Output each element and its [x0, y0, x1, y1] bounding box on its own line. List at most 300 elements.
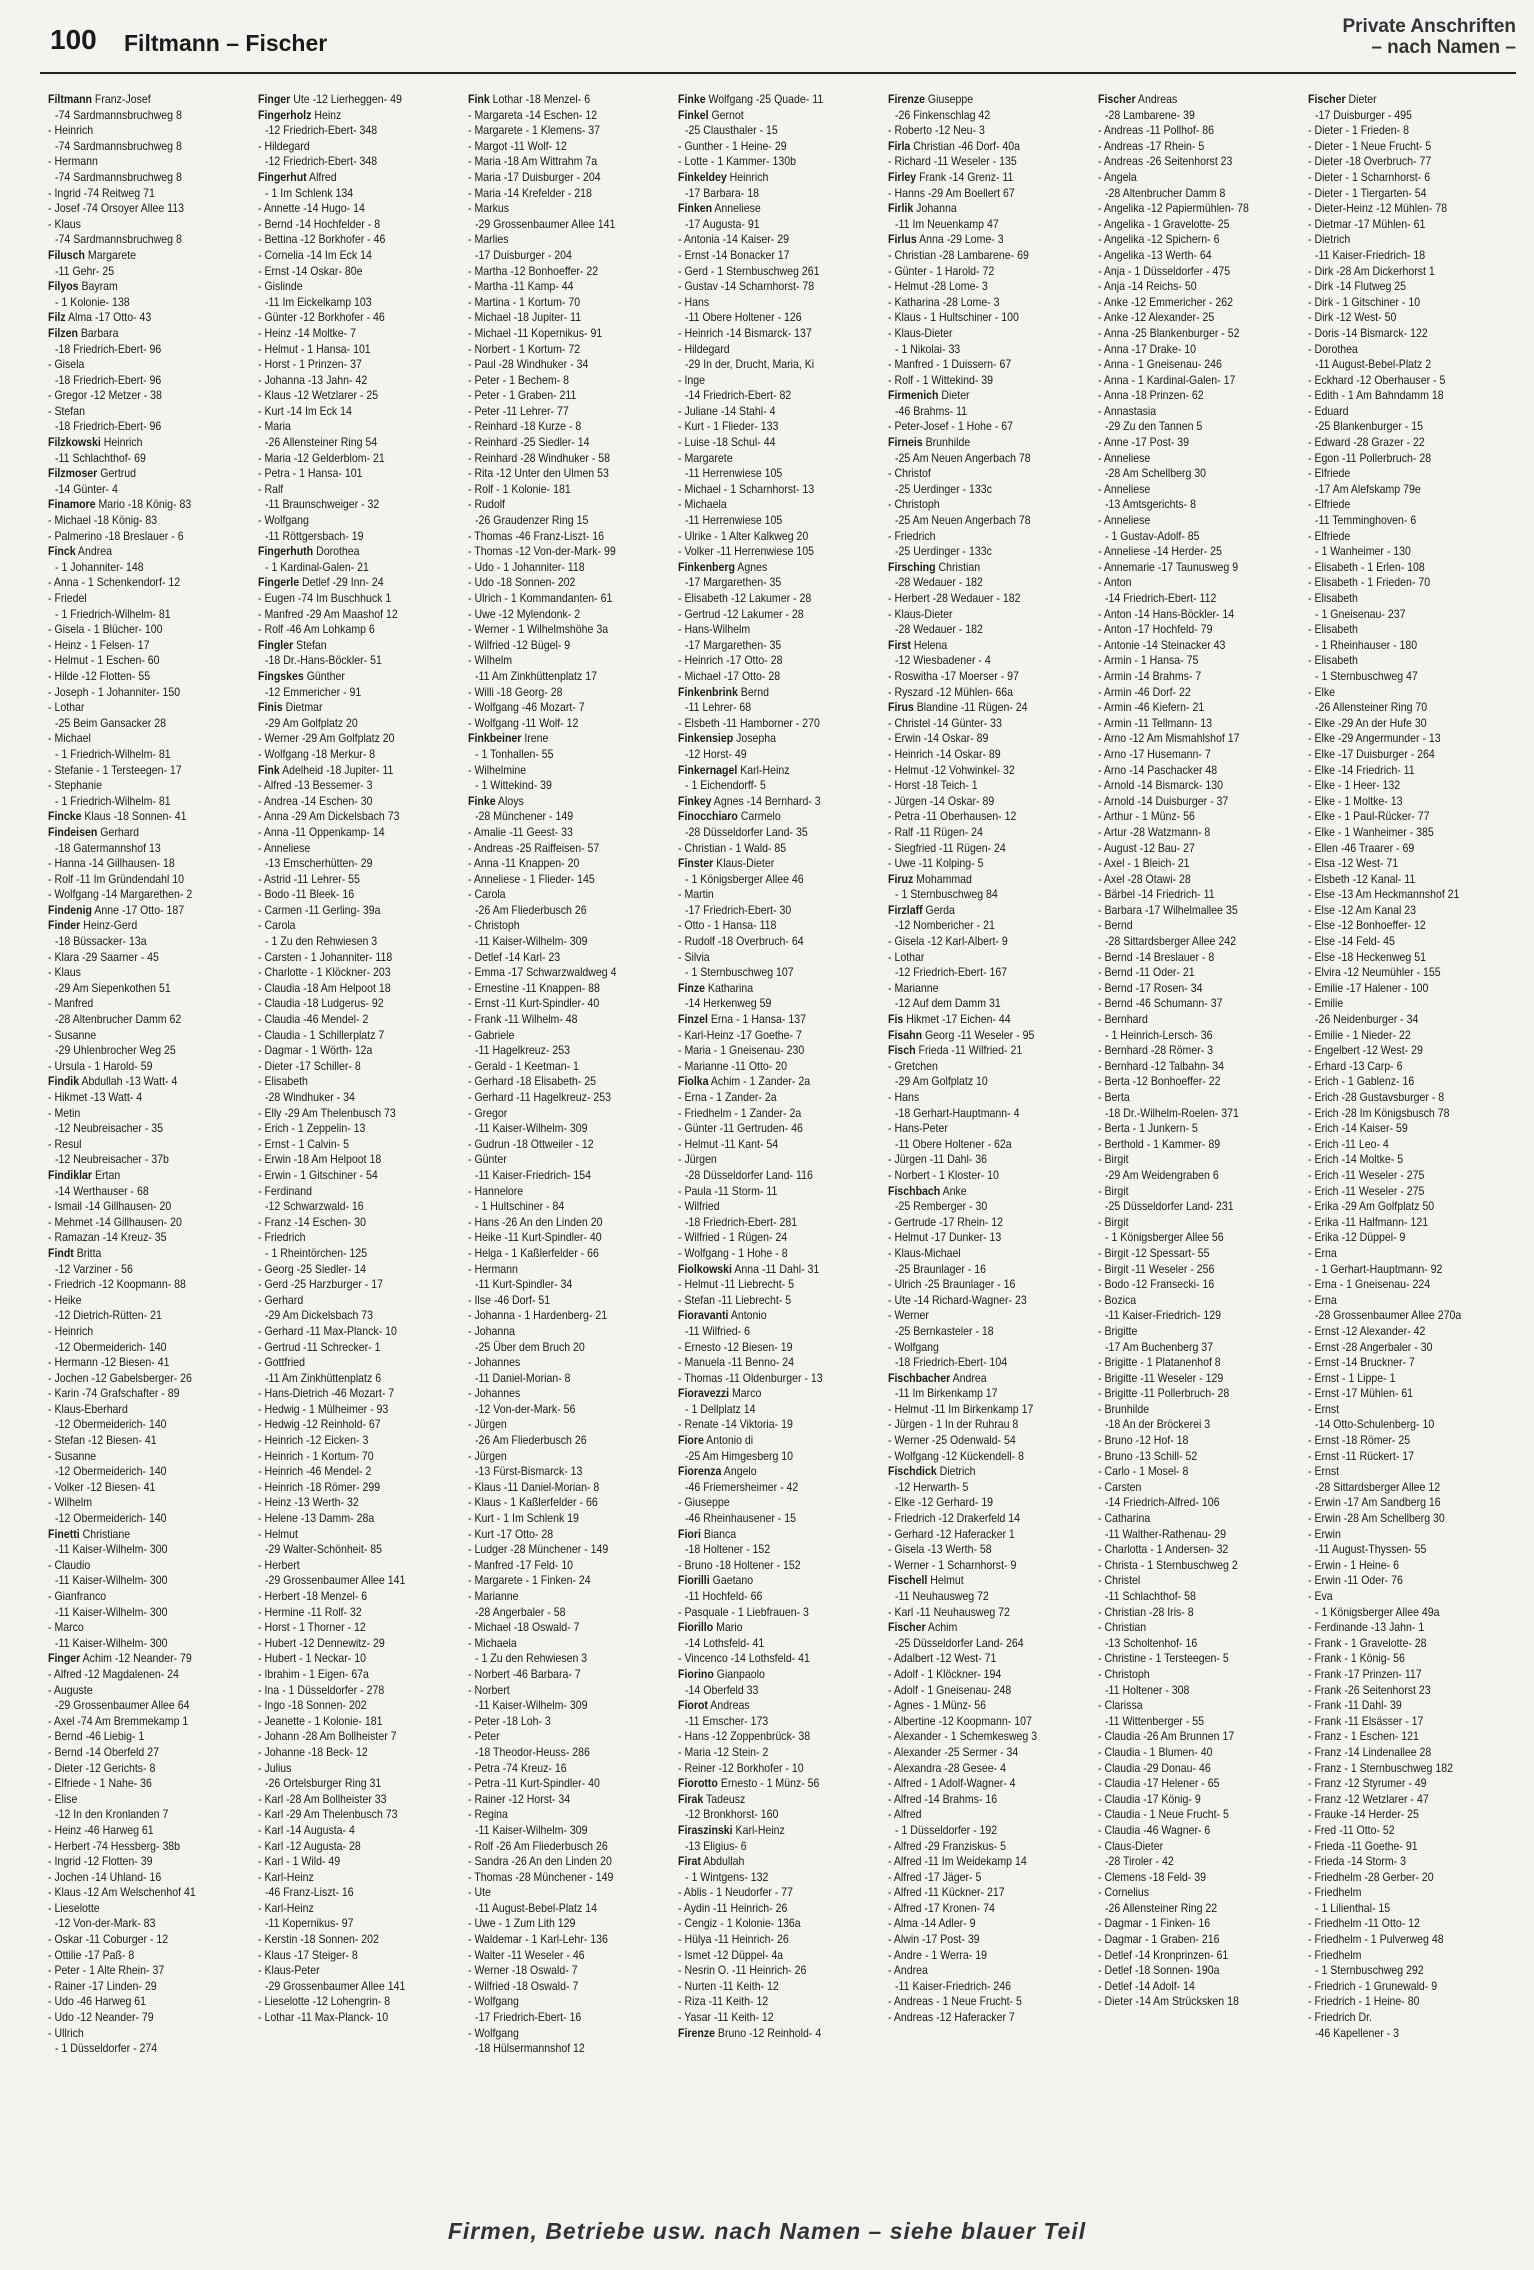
entry-text: - Walter -11 Weseler - 46: [468, 1947, 585, 1962]
entry-text: - Gertrud -12 Lakumer - 28: [678, 606, 804, 621]
entry-text: - Ina - 1 Düsseldorfer - 278: [258, 1682, 385, 1697]
listing-entry: [678, 2010, 854, 2026]
listing-entry: [678, 1355, 854, 1371]
listing-entry: [1308, 1402, 1484, 1418]
listing-entry: [468, 1340, 644, 1356]
surname-entry: [888, 201, 1064, 217]
entry-text: - Carmen -11 Gerling- 39a: [258, 902, 381, 917]
entry-text: - Dietrich: [1308, 232, 1351, 247]
entry-text: -13 Amtsgerichts- 8: [1105, 497, 1197, 512]
listing-entry: [468, 1324, 644, 1340]
listing-entry: [888, 1729, 1064, 1745]
listing-entry: [888, 622, 1064, 638]
listing-entry: [1098, 1605, 1274, 1621]
listing-entry: [258, 248, 434, 264]
listing-entry: [48, 186, 224, 202]
entry-text: - Klaus-Michael: [888, 1245, 961, 1260]
listing-entry: [1098, 731, 1274, 747]
listing-entry: [48, 2010, 224, 2026]
entry-text: - Claudia -46 Mendel- 2: [258, 1012, 369, 1027]
entry-text: - Andreas -25 Raiffeisen- 57: [468, 840, 600, 855]
entry-text: - Georg -25 Siedler- 14: [258, 1261, 367, 1276]
entry-text: -13 Emscherhütten- 29: [265, 856, 373, 871]
entry-text: - Claudia -18 Ludgerus- 92: [258, 996, 384, 1011]
entry-text: - Dieter -12 Gerichts- 8: [48, 1760, 156, 1775]
listing-entry: [468, 1402, 644, 1418]
listing-entry: [48, 2026, 224, 2042]
listing-entry: [1098, 591, 1274, 607]
entry-text: - Riza -11 Keith- 12: [678, 1994, 769, 2009]
entry-text: - Peter - 1 Graben- 211: [468, 388, 577, 403]
listing-entry: [468, 1979, 644, 1995]
listing-entry: [48, 1324, 224, 1340]
entry-text: - Werner -29 Am Golfplatz 20: [258, 731, 395, 746]
listing-entry: [468, 1573, 644, 1589]
entry-text: - Kurt - 1 Im Schlenk 19: [468, 1511, 579, 1526]
listing-entry: [678, 1293, 854, 1309]
entry-text: - Friedhelm -11 Otto- 12: [1308, 1916, 1420, 1931]
entry-text: - Bernhard -28 Römer- 3: [1098, 1043, 1214, 1058]
surname: Fincke: [48, 809, 82, 824]
listing-entry: [1308, 1620, 1484, 1636]
listing-entry: [678, 1340, 854, 1356]
listing-entry: [258, 1090, 434, 1106]
entry-text: Katharina: [704, 980, 754, 995]
entry-text: - Hanns -29 Am Boellert 67: [888, 185, 1015, 200]
entry-text: - Marianne -11 Otto- 20: [678, 1058, 787, 1073]
entry-text: - Elsbeth -11 Hamborner - 270: [678, 715, 820, 730]
listing-entry: [1098, 887, 1274, 903]
entry-text: - Gerhard -12 Haferacker 1: [888, 1526, 1015, 1541]
entry-text: Franz-Josef: [92, 92, 151, 106]
listing-entry: [1098, 1230, 1274, 1246]
entry-text: - Petra -11 Kurt-Spindler- 40: [468, 1776, 600, 1791]
listing-entry: [1308, 685, 1484, 701]
entry-text: - Maria -17 Duisburger - 204: [468, 169, 601, 184]
listing-entry: [258, 1667, 434, 1683]
listing-entry: [468, 934, 644, 950]
entry-text: -11 Gehr- 25: [55, 263, 115, 278]
listing-entry: [258, 264, 434, 280]
entry-text: -25 Düsseldorfer Land- 264: [895, 1635, 1024, 1650]
listing-entry: [678, 700, 854, 716]
listing-entry: [468, 622, 644, 638]
entry-text: - Kurt - 1 Flieder- 133: [678, 419, 779, 434]
entry-text: - 1 Rheintörchen- 125: [265, 1245, 368, 1260]
listing-entry: [1308, 1916, 1484, 1932]
entry-text: -28 Wedauer - 182: [895, 622, 983, 637]
listing-entry: [1308, 1449, 1484, 1465]
entry-text: - Volker -12 Biesen- 41: [48, 1479, 156, 1494]
listing-entry: [48, 139, 224, 155]
entry-text: -29 Am Siepenkothen 51: [55, 980, 171, 995]
entry-text: - Brigitte: [1098, 1323, 1138, 1338]
listing-entry: [1098, 1340, 1274, 1356]
entry-text: - Karl-Heinz: [258, 1869, 314, 1884]
surname: Fiorotto: [678, 1776, 718, 1791]
entry-text: -11 Lehrer- 68: [685, 700, 752, 715]
listing-entry: [258, 1371, 434, 1387]
surname-entry: [678, 1823, 854, 1839]
surname: Firat: [678, 1854, 701, 1869]
entry-text: - Klaus -12 Wetzlarer - 25: [258, 388, 379, 403]
entry-text: - Günter -12 Borkhofer - 46: [258, 310, 385, 325]
listing-entry: [1098, 1402, 1274, 1418]
listing-entry: [1308, 1792, 1484, 1808]
entry-text: Lothar -18 Menzel- 6: [489, 92, 591, 106]
entry-text: - Armin -46 Kiefern- 21: [1098, 700, 1205, 715]
listing-entry: [1098, 856, 1274, 872]
listing-entry: [1308, 1059, 1484, 1075]
entry-text: - Dorothea: [1308, 341, 1358, 356]
surname-entry: [48, 1246, 224, 1262]
listing-entry: [1098, 1636, 1274, 1652]
entry-text: - 1 Gustav-Adolf- 85: [1105, 528, 1200, 543]
listing-entry: [1308, 903, 1484, 919]
surname: Firlus: [888, 232, 917, 247]
surname: Finis: [258, 700, 283, 715]
entry-text: - Christian -28 Iris- 8: [1098, 1604, 1194, 1619]
surname: Firenze: [678, 2025, 715, 2040]
entry-text: - Erna: [1308, 1292, 1337, 1307]
listing-entry: [468, 466, 644, 482]
listing-entry: [48, 1667, 224, 1683]
entry-text: - Johanna: [468, 1323, 515, 1338]
entry-text: - Eckhard -12 Oberhauser - 5: [1308, 372, 1446, 387]
listing-entry: [1098, 1745, 1274, 1761]
entry-text: - Erich -28 Gustavsburger - 8: [1308, 1090, 1445, 1104]
entry-text: - Andreas -12 Haferacker 7: [888, 2010, 1015, 2025]
entry-text: - Cornelia -14 Im Eck 14: [258, 247, 372, 262]
entry-text: -29 Grossenbaumer Allee 141: [475, 216, 616, 231]
listing-entry: [678, 1932, 854, 1948]
listing-entry: [1098, 217, 1274, 233]
listing-entry: [258, 373, 434, 389]
entry-text: -26 Allensteiner Ring 54: [265, 435, 378, 450]
entry-text: - Joseph - 1 Johanniter- 150: [48, 684, 181, 699]
surname: Finger: [258, 92, 291, 106]
entry-text: - Michael -11 Kopernikus- 91: [468, 325, 603, 340]
surname-entry: [888, 872, 1064, 888]
entry-text: - Angelika - 1 Gravelotte- 25: [1098, 216, 1230, 231]
listing-entry: [48, 123, 224, 139]
surname-entry: [888, 1012, 1064, 1028]
entry-text: - Helmut -28 Lome- 3: [888, 279, 988, 294]
entry-text: - Martha -12 Bonhoeffer- 22: [468, 263, 599, 278]
listing-entry: [258, 1246, 434, 1262]
listing-entry: [1308, 1558, 1484, 1574]
entry-text: - Helmut: [258, 1526, 298, 1541]
listing-entry: [258, 451, 434, 467]
entry-text: - Klaus: [48, 965, 81, 980]
surname: Finkernagel: [678, 762, 738, 777]
entry-text: - Brigitte -11 Pollerbruch- 28: [1098, 1386, 1230, 1401]
entry-text: - Else -12 Am Kanal 23: [1308, 902, 1417, 917]
listing-entry: [468, 653, 644, 669]
listing-entry: [678, 482, 854, 498]
listing-entry: [1308, 1761, 1484, 1777]
entry-text: - Eduard: [1308, 403, 1349, 418]
entry-text: - Claudia - 1 Blumen- 40: [1098, 1744, 1213, 1759]
listing-entry: [1098, 108, 1274, 124]
listing-entry: [468, 108, 644, 124]
entry-text: - Norbert - 1 Kortum- 72: [468, 341, 581, 356]
entry-text: - Bruno -13 Schill- 52: [1098, 1448, 1198, 1463]
listing-entry: [888, 1090, 1064, 1106]
listing-entry: [468, 1152, 644, 1168]
surname-entry: [678, 170, 854, 186]
entry-text: -46 Brahms- 11: [895, 403, 968, 418]
listing-entry: [678, 1714, 854, 1730]
listing-entry: [1308, 1714, 1484, 1730]
entry-text: - Klaus: [48, 216, 81, 231]
listing-entry: [1308, 186, 1484, 202]
entry-text: - Dieter - 1 Neue Frucht- 5: [1308, 138, 1432, 153]
entry-text: - Peter -11 Lehrer- 77: [468, 403, 569, 418]
entry-text: -11 Am Zinkhüttenplatz 17: [475, 668, 597, 683]
listing-entry: [888, 965, 1064, 981]
surname: Fingerhut: [258, 169, 307, 184]
listing-entry: [48, 685, 224, 701]
listing-entry: [678, 1215, 854, 1231]
listing-entry: [48, 1916, 224, 1932]
entry-text: Dietmar: [282, 700, 323, 715]
listing-entry: [48, 1807, 224, 1823]
listing-entry: [48, 1106, 224, 1122]
entry-text: -11 Emscher- 173: [685, 1713, 769, 1728]
entry-text: - Wilfried -12 Bügel- 9: [468, 637, 571, 652]
listing-entry: [888, 419, 1064, 435]
listing-entry: [1308, 1090, 1484, 1106]
entry-text: - Heinrich -14 Bismarck- 137: [678, 325, 812, 340]
entry-text: - Arno -14 Paschacker 48: [1098, 762, 1218, 777]
entry-text: - Bruno -12 Hof- 18: [1098, 1433, 1189, 1448]
listing-entry: [468, 1994, 644, 2010]
listing-entry: [1308, 466, 1484, 482]
entry-text: Andrea: [950, 1370, 987, 1385]
listing-entry: [1308, 342, 1484, 358]
listing-entry: [678, 887, 854, 903]
entry-text: - Werner -18 Oswald- 7: [468, 1963, 578, 1978]
entry-text: - Rudolf -18 Overbruch- 64: [678, 934, 804, 949]
listing-entry: [468, 1667, 644, 1683]
entry-text: - Pasquale - 1 Liebfrauen- 3: [678, 1604, 809, 1619]
listing-entry: [678, 1729, 854, 1745]
listing-entry: [888, 1667, 1064, 1683]
surname-entry: [48, 92, 224, 108]
entry-text: - Friedrich: [258, 1230, 306, 1245]
listing-entry: [888, 1807, 1064, 1823]
entry-text: Giuseppe: [924, 92, 974, 106]
entry-text: - Helene -13 Damm- 28a: [258, 1511, 375, 1526]
entry-text: Dieter: [1345, 92, 1377, 106]
entry-text: - Dagmar - 1 Wörth- 12a: [258, 1043, 373, 1058]
entry-text: - Ablis - 1 Neudorfer - 77: [678, 1885, 794, 1900]
listing-entry: [888, 996, 1064, 1012]
entry-text: - Alexander - 1 Schemkesweg 3: [888, 1729, 1038, 1744]
listing-entry: [48, 591, 224, 607]
surname-entry: [48, 435, 224, 451]
entry-text: - Claudia - 1 Neue Frucht- 5: [1098, 1807, 1229, 1822]
entry-text: - Erwin -28 Am Schellberg 30: [1308, 1511, 1445, 1526]
listing-entry: [258, 154, 434, 170]
listing-entry: [1308, 1433, 1484, 1449]
entry-text: - Erwin - 1 Heine- 6: [1308, 1557, 1399, 1572]
listing-entry: [48, 1605, 224, 1621]
listing-entry: [1098, 326, 1274, 342]
listing-entry: [468, 279, 644, 295]
entry-text: Gerda: [922, 902, 955, 917]
entry-text: -11 Obere Holtener - 62a: [895, 1136, 1012, 1151]
listing-entry: [468, 607, 644, 623]
listing-entry: [1308, 497, 1484, 513]
entry-text: - Anna - 1 Gneisenau- 246: [1098, 357, 1222, 372]
listing-entry: [48, 108, 224, 124]
entry-text: - Friedrich: [888, 528, 936, 543]
listing-entry: [258, 1184, 434, 1200]
listing-entry: [258, 1230, 434, 1246]
surname: Finetti: [48, 1526, 80, 1541]
surname-entry: [678, 1527, 854, 1543]
listing-entry: [468, 1870, 644, 1886]
entry-text: - Friedhelm: [1308, 1885, 1362, 1900]
listing-entry: [888, 295, 1064, 311]
surname: Findik: [48, 1074, 80, 1089]
listing-entry: [258, 232, 434, 248]
listing-entry: [468, 1308, 644, 1324]
listing-entry: [468, 1449, 644, 1465]
entry-text: -18 Gerhart-Hauptmann- 4: [895, 1105, 1020, 1120]
listing-entry: [1098, 1308, 1274, 1324]
entry-text: -29 Grossenbaumer Allee 141: [265, 1573, 406, 1588]
entry-text: Agnes: [734, 559, 768, 574]
listing-entry: [258, 529, 434, 545]
listing-entry: [1098, 310, 1274, 326]
surname-entry: [48, 1651, 224, 1667]
entry-text: - Bernd -46 Schumann- 37: [1098, 996, 1223, 1011]
listing-entry: [1098, 996, 1274, 1012]
entry-text: - Maria -18 Am Wittrahm 7a: [468, 154, 598, 169]
listing-entry: [258, 1776, 434, 1792]
entry-text: - Brunhilde: [1098, 1401, 1150, 1416]
listing-entry: [468, 1558, 644, 1574]
listing-entry: [1308, 482, 1484, 498]
listing-entry: [468, 1605, 644, 1621]
listing-entry: [1098, 575, 1274, 591]
listing-entry: [678, 513, 854, 529]
entry-text: Alfred: [306, 169, 337, 184]
section-title-line1: Private Anschriften: [1342, 16, 1516, 37]
surname: Finkeldey: [678, 169, 727, 184]
entry-text: - Charlotte - 1 Klöckner- 203: [258, 965, 391, 980]
listing-entry: [48, 872, 224, 888]
entry-text: - Gustav -14 Scharnhorst- 78: [678, 279, 815, 294]
listing-entry: [678, 435, 854, 451]
listing-entry: [1098, 1184, 1274, 1200]
entry-text: -12 Schwarzwald- 16: [265, 1199, 364, 1214]
entry-text: Aloys: [495, 793, 524, 808]
listing-entry: [678, 1371, 854, 1387]
entry-text: Anna -29 Lome- 3: [916, 232, 1004, 247]
entry-text: - Wolfgang -12 Kückendell- 8: [888, 1448, 1024, 1463]
entry-text: Anne -17 Otto- 187: [92, 902, 185, 917]
entry-text: - Adalbert -12 West- 71: [888, 1651, 997, 1666]
entry-text: - Johanne -18 Beck- 12: [258, 1744, 368, 1759]
listing-entry: [678, 404, 854, 420]
listing-entry: [678, 373, 854, 389]
entry-text: - Annemarie -17 Taunusweg 9: [1098, 559, 1239, 574]
entry-text: -18 Friedrich-Ebert- 96: [55, 419, 162, 434]
entry-text: Barbara: [77, 325, 119, 340]
entry-text: - Axel - 1 Bleich- 21: [1098, 856, 1190, 871]
listing-entry: [888, 310, 1064, 326]
entry-text: - Anton -17 Hochfeld- 79: [1098, 622, 1213, 637]
listing-entry: [888, 513, 1064, 529]
listing-entry: [1098, 1199, 1274, 1215]
entry-text: -12 Obermeiderich- 140: [55, 1417, 167, 1432]
entry-text: - Friedrich -12 Koopmann- 88: [48, 1277, 186, 1292]
listing-entry: [258, 1792, 434, 1808]
entry-text: - Bodo -12 Fransecki- 16: [1098, 1277, 1215, 1292]
entry-text: - Erika -11 Halfmann- 121: [1308, 1214, 1429, 1229]
entry-text: -11 Kaiser-Wilhelm- 309: [475, 1822, 588, 1837]
listing-entry: [1098, 1277, 1274, 1293]
listing-entry: [48, 1698, 224, 1714]
entry-text: - Margarete: [678, 450, 733, 465]
entry-text: - Norbert: [468, 1682, 510, 1697]
entry-text: - Dirk -12 West- 50: [1308, 310, 1397, 325]
entry-text: - Bernd -11 Oder- 21: [1098, 965, 1195, 980]
listing-entry: [468, 1683, 644, 1699]
entry-text: - Lothar -11 Max-Planck- 10: [258, 2010, 389, 2025]
listing-entry: [1308, 1589, 1484, 1605]
entry-text: - Frank -17 Prinzen- 117: [1308, 1666, 1422, 1681]
entry-text: Mohammad: [913, 871, 972, 886]
entry-text: - Karl - 1 Wild- 49: [258, 1854, 341, 1869]
listing-entry: [258, 1589, 434, 1605]
entry-text: - Dieter -17 Schiller- 8: [258, 1058, 361, 1073]
entry-text: - Elke: [1308, 684, 1336, 699]
listing-entry: [1098, 872, 1274, 888]
surname: Firley: [888, 169, 917, 184]
listing-entry: [48, 716, 224, 732]
entry-text: - Christel -14 Günter- 33: [888, 715, 1002, 730]
listing-entry: [888, 1121, 1064, 1137]
entry-text: - Anja - 1 Düsseldorfer - 475: [1098, 263, 1231, 278]
entry-text: - Adolf - 1 Klöckner- 194: [888, 1666, 1002, 1681]
entry-text: -11 Im Neuenkamp 47: [895, 216, 999, 231]
listing-entry: [48, 1542, 224, 1558]
listing-entry: [48, 1792, 224, 1808]
listing-entry: [1098, 1839, 1274, 1855]
listing-entry: [1098, 1948, 1274, 1964]
entry-text: - Anneliese -14 Herder- 25: [1098, 544, 1222, 559]
entry-text: - 1 Nikolai- 33: [895, 341, 961, 356]
entry-text: Anna -11 Dahl- 31: [731, 1261, 820, 1276]
directory-columns: [48, 92, 1520, 2210]
surname-entry: [678, 856, 854, 872]
listing-entry: [48, 1043, 224, 1059]
entry-text: - Ulrich - 1 Kommandanten- 61: [468, 591, 613, 605]
entry-text: -25 Über dem Bruch 20: [475, 1339, 585, 1354]
listing-entry: [1308, 1012, 1484, 1028]
surname: Findiklar: [48, 1167, 93, 1182]
entry-text: Heinz: [311, 107, 342, 122]
listing-entry: [678, 1558, 854, 1574]
entry-text: - Arno -12 Am Mismahlshof 17: [1098, 731, 1240, 746]
listing-entry: [1308, 1776, 1484, 1792]
listing-entry: [258, 1137, 434, 1153]
